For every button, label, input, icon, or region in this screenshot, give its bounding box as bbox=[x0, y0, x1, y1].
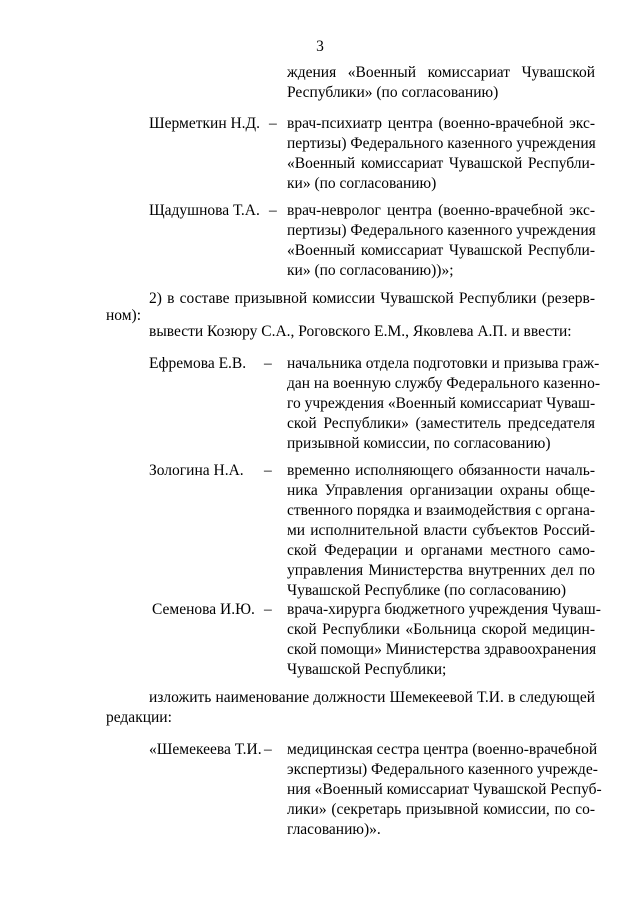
member-name: Щадушнова Т.А. bbox=[149, 202, 260, 219]
member-name: Зологина Н.А. bbox=[149, 462, 244, 479]
text-line: начальника отдела подготовки и призыва граж- bbox=[287, 355, 600, 372]
text-line: ном): bbox=[106, 307, 142, 324]
text-line: медицинская сестра центра (военно-врачебной bbox=[287, 741, 598, 758]
text-line: ки» (по согласованию))»; bbox=[287, 262, 454, 279]
text-line: Республики» (по согласованию) bbox=[287, 84, 499, 101]
dash: – bbox=[264, 462, 272, 479]
text-line: ственного порядка и взаимодействия с органа- bbox=[287, 502, 595, 519]
member-name: Семенова И.Ю. bbox=[152, 601, 255, 618]
text-line: «Военный комиссариат Чувашской Республи- bbox=[287, 155, 595, 172]
dash: – bbox=[269, 202, 277, 219]
text-line: врач-психиатр центра (военно-врачебной экс- bbox=[287, 115, 595, 132]
text-line: ки» (по согласованию) bbox=[287, 175, 437, 192]
text-line: ми исполнительной власти субъектов Россий- bbox=[287, 522, 595, 539]
text-line: ской Федерации и органами местного само- bbox=[287, 542, 595, 559]
text-line: гласованию)». bbox=[287, 821, 381, 838]
text-line: ской Республики «Больница скорой медицин- bbox=[287, 621, 595, 638]
text-line: управления Министерства внутренних дел по bbox=[287, 562, 595, 579]
text-line: ской помощи» Министерства здравоохранения bbox=[287, 641, 597, 658]
dash: – bbox=[269, 115, 277, 132]
member-name: Шерметкин Н.Д. bbox=[149, 115, 261, 132]
text-line: 2) в составе призывной комиссии Чувашской Республики (резерв- bbox=[149, 290, 595, 307]
dash: – bbox=[264, 601, 272, 618]
member-name: «Шемекеева Т.И. bbox=[149, 741, 262, 758]
text-line: изложить наименование должности Шемекеевой Т.И. в следующей bbox=[149, 689, 595, 706]
text-line: призывной комиссии, по согласованию) bbox=[287, 435, 551, 452]
member-name: Ефремова Е.В. bbox=[149, 355, 247, 372]
text-line: лики» (секретарь призывной комиссии, по со- bbox=[287, 801, 595, 818]
dash: – bbox=[264, 741, 272, 758]
text-line: ния «Военный комиссариат Чувашской Респуб- bbox=[287, 781, 602, 798]
text-line: «Военный комиссариат Чувашской Республи- bbox=[287, 242, 595, 259]
dash: – bbox=[264, 355, 272, 372]
text-line: Чувашской Республики; bbox=[287, 661, 447, 678]
text-line: вывести Козюру С.А., Роговского Е.М., Яковлева А.П. и ввести: bbox=[149, 323, 572, 340]
text-line: временно исполняющего обязанности началь- bbox=[287, 462, 595, 479]
text-line: врача-хирурга бюджетного учреждения Чуваш- bbox=[287, 601, 601, 618]
text-line: врач-невролог центра (военно-врачебной экс- bbox=[287, 202, 595, 219]
text-line: редакции: bbox=[106, 709, 172, 726]
text-line: пертизы) Федерального казенного учреждения bbox=[287, 222, 596, 239]
text-line: дан на военную службу Федерального казенно- bbox=[287, 375, 600, 392]
text-line: экспертизы) Федерального казенного учрежде- bbox=[287, 761, 598, 778]
text-line: Чувашской Республике (по согласованию) bbox=[287, 582, 566, 599]
page-number: 3 bbox=[316, 38, 324, 55]
text-line: ской Республики» (заместитель председателя bbox=[287, 415, 595, 432]
text-line: го учреждения «Военный комиссариат Чуваш- bbox=[287, 395, 596, 412]
text-line: ника Управления организации охраны обще- bbox=[287, 482, 595, 499]
text-line: ждения «Военный комиссариат Чувашской bbox=[287, 64, 595, 81]
text-line: пертизы) Федерального казенного учреждения bbox=[287, 135, 596, 152]
